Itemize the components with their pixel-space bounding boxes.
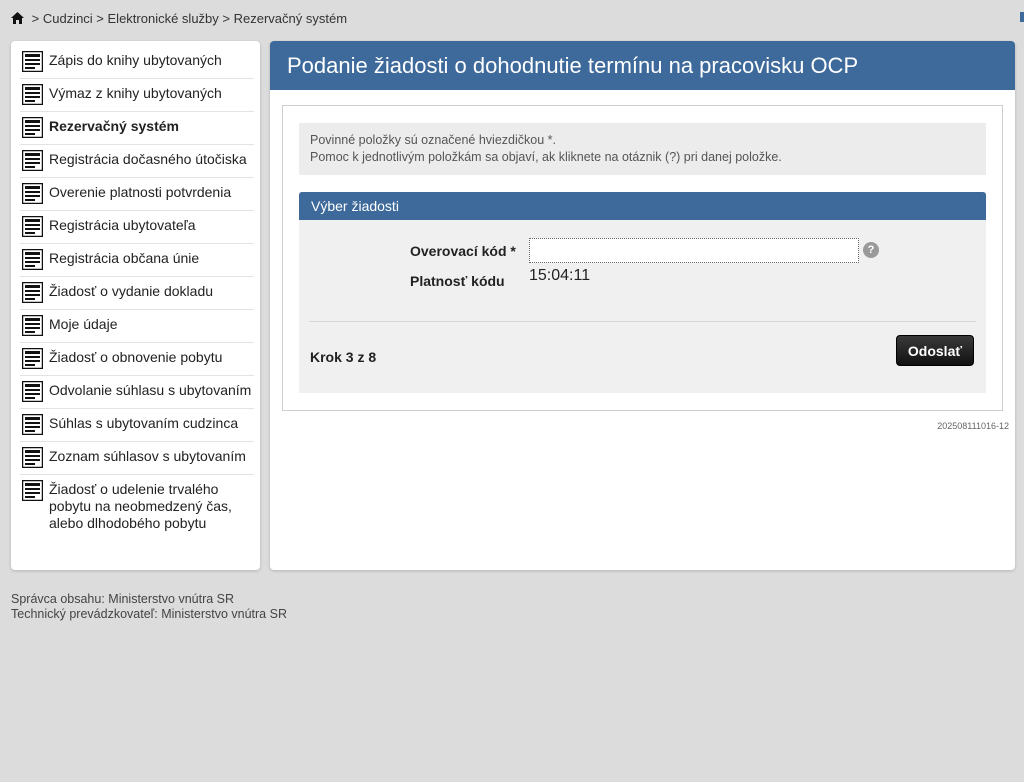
- sidebar-item-label: Výmaz z knihy ubytovaných: [49, 85, 222, 101]
- document-icon: [22, 282, 43, 303]
- sidebar-item[interactable]: [20, 442, 254, 475]
- breadcrumb-separator: >: [92, 10, 108, 26]
- sidebar-item-label: Registrácia občana únie: [49, 250, 200, 266]
- document-icon: [22, 216, 43, 237]
- breadcrumb-item-cudzinci[interactable]: Cudzinci: [42, 10, 93, 26]
- sidebar-item[interactable]: [20, 376, 254, 409]
- document-icon: [22, 117, 43, 138]
- sidebar-item-label: Odvolanie súhlasu s ubytovaním: [49, 382, 252, 398]
- sidebar: [11, 41, 260, 570]
- sidebar-item-label: Overenie platnosti potvrdenia: [49, 184, 232, 200]
- info-box: [299, 123, 986, 175]
- verification-code-label: Overovací kód *: [410, 243, 516, 259]
- document-icon: [22, 348, 43, 369]
- document-icon: [22, 381, 43, 402]
- section-title: Výber žiadosti: [299, 192, 986, 220]
- submit-button[interactable]: Odoslať: [896, 335, 974, 366]
- sidebar-item-label: Súhlas s ubytovaním cudzinca: [49, 415, 239, 431]
- sidebar-item[interactable]: [20, 211, 254, 244]
- sidebar-item-label: Moje údaje: [49, 316, 118, 332]
- page-title: Podanie žiadosti o dohodnutie termínu na pracovisku OCP: [270, 41, 1015, 90]
- sidebar-item[interactable]: [20, 145, 254, 178]
- info-text-help: Pomoc k jednotlivým položkám sa objaví, ak kliknete na otáznik (?) pri danej položke.: [310, 150, 782, 164]
- sidebar-item-label: Registrácia dočasného útočiska: [49, 151, 247, 167]
- sidebar-item-label: Žiadosť o udelenie trvalého pobytu na neobmedzený čas, alebo dlhodobého pobytu: [49, 481, 232, 531]
- home-icon[interactable]: [11, 12, 24, 24]
- sidebar-item[interactable]: [20, 112, 254, 145]
- verification-code-input[interactable]: [529, 238, 859, 263]
- sidebar-item[interactable]: [20, 178, 254, 211]
- sidebar-item[interactable]: [20, 310, 254, 343]
- document-icon: [22, 51, 43, 72]
- sidebar-item[interactable]: [20, 79, 254, 112]
- request-selection-section: [299, 192, 986, 393]
- breadcrumb-separator: >: [218, 10, 234, 26]
- sidebar-item[interactable]: [20, 475, 254, 538]
- info-text-required: Povinné položky sú označené hviezdičkou *.: [310, 133, 556, 147]
- form-container: [282, 105, 1003, 411]
- breadcrumb-item-elektronicke-sluzby[interactable]: Elektronické služby: [107, 10, 219, 26]
- document-icon: [22, 84, 43, 105]
- document-icon: [22, 447, 43, 468]
- document-icon: [22, 414, 43, 435]
- corner-mark: [1020, 12, 1024, 22]
- step-indicator: Krok 3 z 8: [310, 349, 377, 365]
- breadcrumb-item-rezervacny-system[interactable]: Rezervačný systém: [233, 10, 348, 26]
- document-icon: [22, 480, 43, 501]
- sidebar-item-label: Rezervačný systém: [49, 118, 179, 134]
- sidebar-item-label: Zoznam súhlasov s ubytovaním: [49, 448, 246, 464]
- sidebar-item[interactable]: [20, 46, 254, 79]
- sidebar-item-label: Zápis do knihy ubytovaných: [49, 52, 222, 68]
- sidebar-item[interactable]: [20, 409, 254, 442]
- divider: [309, 321, 976, 322]
- breadcrumb-separator: >: [28, 10, 43, 26]
- code-validity-timer: 15:04:11: [529, 267, 591, 284]
- footer: [11, 592, 287, 622]
- sidebar-item[interactable]: [20, 244, 254, 277]
- document-icon: [22, 183, 43, 204]
- main-panel: [270, 41, 1015, 570]
- sidebar-item[interactable]: [20, 277, 254, 310]
- document-icon: [22, 315, 43, 336]
- document-icon: [22, 150, 43, 171]
- sidebar-item-label: Registrácia ubytovateľa: [49, 217, 196, 233]
- breadcrumb: [11, 9, 347, 27]
- code-validity-label: Platnosť kódu: [410, 273, 505, 289]
- version-label: 202508111016-12: [937, 421, 1009, 431]
- sidebar-item-label: Žiadosť o vydanie dokladu: [49, 283, 214, 299]
- footer-content-admin: Správca obsahu: Ministerstvo vnútra SR: [11, 592, 235, 606]
- sidebar-item[interactable]: [20, 343, 254, 376]
- footer-technical-operator: Technický prevádzkovateľ: Ministerstvo vnútra SR: [11, 607, 287, 621]
- sidebar-item-label: Žiadosť o obnovenie pobytu: [49, 349, 223, 365]
- document-icon: [22, 249, 43, 270]
- help-icon[interactable]: ?: [863, 242, 879, 258]
